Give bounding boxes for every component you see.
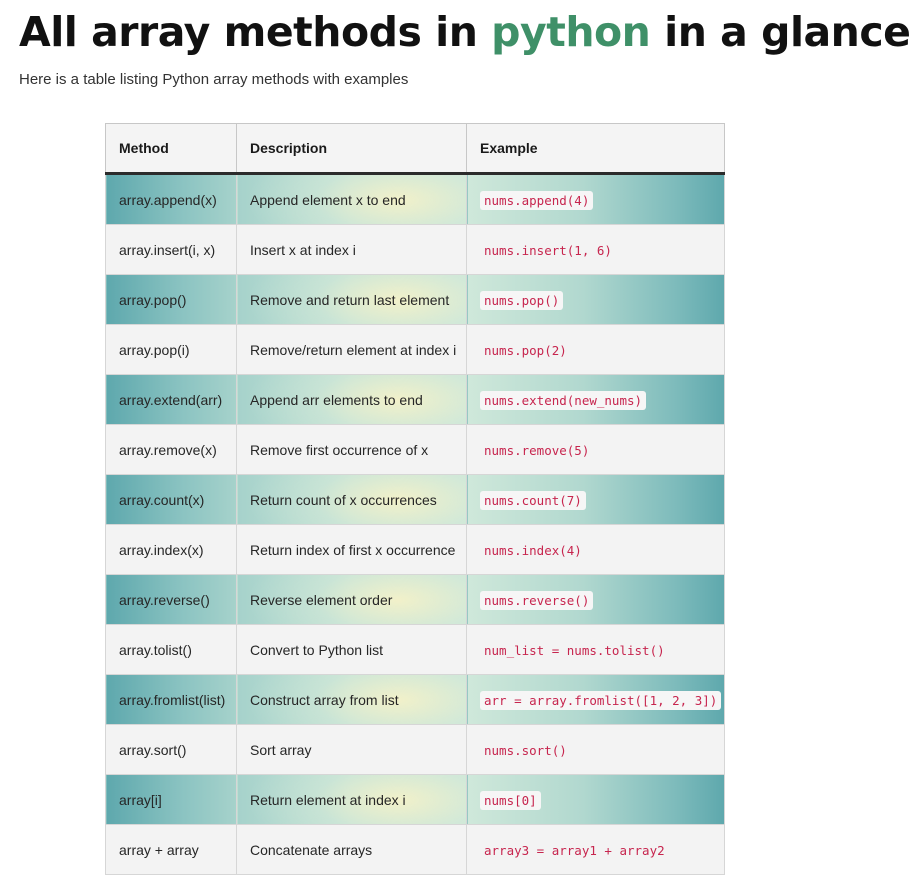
description-cell: Return element at index i <box>237 775 467 825</box>
example-code: nums[0] <box>480 791 541 810</box>
description-cell: Concatenate arrays <box>237 825 467 875</box>
method-cell: array + array <box>106 825 237 875</box>
method-cell: array.fromlist(list) <box>106 675 237 725</box>
table-row <box>106 225 725 275</box>
table-row <box>106 675 725 725</box>
example-code: num_list = nums.tolist() <box>484 642 665 658</box>
column-header-method: Method <box>106 124 237 174</box>
example-code: nums.extend(new_nums) <box>480 391 646 410</box>
example-cell <box>467 525 725 575</box>
example-code: nums.append(4) <box>480 191 593 210</box>
method-cell: array.extend(arr) <box>106 375 237 425</box>
example-code: array3 = array1 + array2 <box>484 842 665 858</box>
description-cell: Remove/return element at index i <box>237 325 467 375</box>
example-cell <box>467 825 725 875</box>
example-code: nums.remove(5) <box>484 442 590 458</box>
table-header-row <box>106 124 725 174</box>
table-header <box>106 124 725 174</box>
table-row <box>106 375 725 425</box>
method-cell: array.pop() <box>106 275 237 325</box>
example-code: nums.reverse() <box>480 591 593 610</box>
title-text-end: in a glance <box>650 8 910 56</box>
column-header-example: Example <box>467 124 725 174</box>
example-cell <box>467 375 725 425</box>
description-cell: Insert x at index i <box>237 225 467 275</box>
example-code: arr = array.fromlist([1, 2, 3]) <box>480 691 721 710</box>
description-cell: Append element x to end <box>237 174 467 225</box>
table-row <box>106 174 725 225</box>
title-accent-python: python <box>491 8 651 56</box>
table-row <box>106 725 725 775</box>
description-cell: Return index of first x occurrence <box>237 525 467 575</box>
description-cell: Sort array <box>237 725 467 775</box>
method-cell: array.reverse() <box>106 575 237 625</box>
table-row <box>106 575 725 625</box>
title-text-start: All array methods in <box>19 8 492 56</box>
array-methods-table <box>105 123 725 875</box>
example-code: nums.sort() <box>484 742 567 758</box>
table-row <box>106 825 725 875</box>
example-code: nums.pop() <box>480 291 563 310</box>
example-cell <box>467 575 725 625</box>
example-cell <box>467 325 725 375</box>
table-row <box>106 325 725 375</box>
description-cell: Convert to Python list <box>237 625 467 675</box>
method-cell: array.append(x) <box>106 174 237 225</box>
table-row <box>106 425 725 475</box>
description-cell: Remove first occurrence of x <box>237 425 467 475</box>
description-cell: Remove and return last element <box>237 275 467 325</box>
method-cell: array.index(x) <box>106 525 237 575</box>
example-code: nums.index(4) <box>484 542 582 558</box>
example-code: nums.count(7) <box>480 491 586 510</box>
page-title <box>19 6 910 58</box>
example-cell <box>467 425 725 475</box>
example-cell <box>467 475 725 525</box>
table-row <box>106 625 725 675</box>
description-cell: Append arr elements to end <box>237 375 467 425</box>
method-cell: array.count(x) <box>106 475 237 525</box>
method-cell: array.sort() <box>106 725 237 775</box>
description-cell: Reverse element order <box>237 575 467 625</box>
method-cell: array.pop(i) <box>106 325 237 375</box>
method-cell: array.tolist() <box>106 625 237 675</box>
example-cell <box>467 174 725 225</box>
description-cell: Construct array from list <box>237 675 467 725</box>
example-code: nums.insert(1, 6) <box>484 242 612 258</box>
example-cell <box>467 225 725 275</box>
example-cell <box>467 275 725 325</box>
table-row <box>106 525 725 575</box>
column-header-description: Description <box>237 124 467 174</box>
example-cell <box>467 625 725 675</box>
table-body <box>106 174 725 875</box>
page-subtitle: Here is a table listing Python array methods with examples <box>19 71 409 88</box>
table-row <box>106 275 725 325</box>
table-row <box>106 475 725 525</box>
example-cell <box>467 725 725 775</box>
description-cell: Return count of x occurrences <box>237 475 467 525</box>
example-cell <box>467 675 725 725</box>
method-cell: array.remove(x) <box>106 425 237 475</box>
example-code: nums.pop(2) <box>484 342 567 358</box>
method-cell: array[i] <box>106 775 237 825</box>
example-cell <box>467 775 725 825</box>
table-row <box>106 775 725 825</box>
method-cell: array.insert(i, x) <box>106 225 237 275</box>
